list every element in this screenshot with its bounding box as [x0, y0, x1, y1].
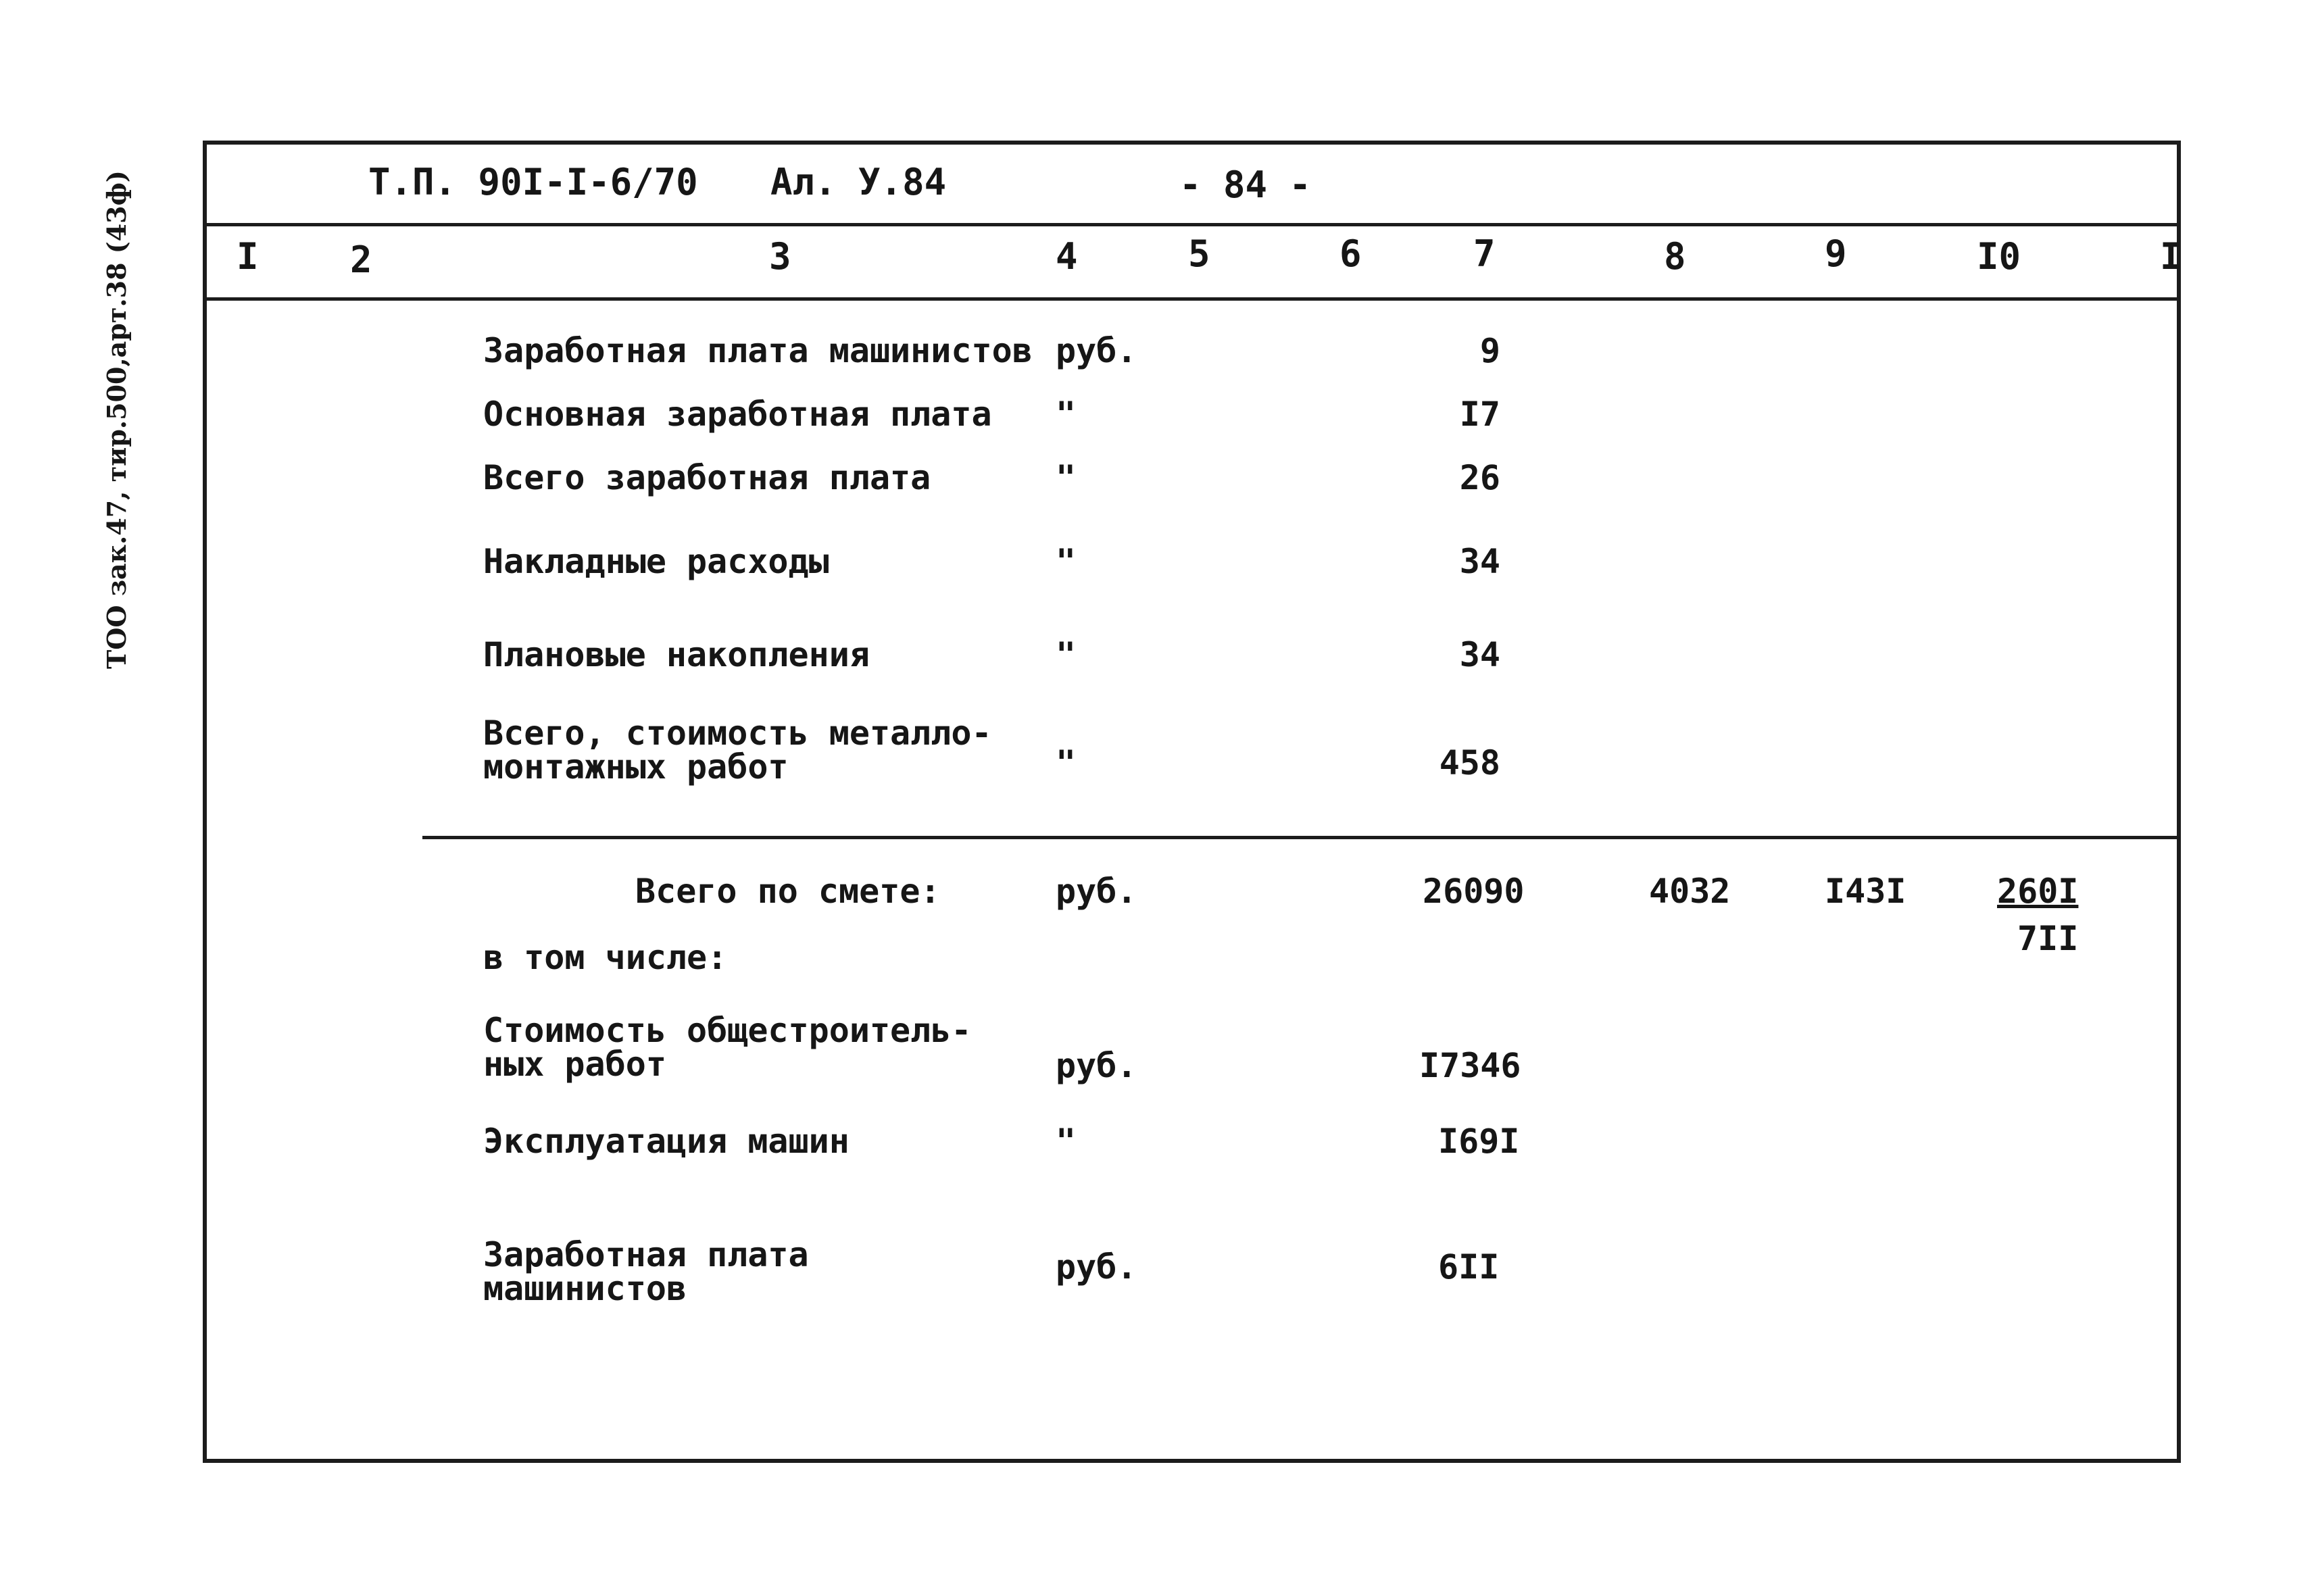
row-value: 9 [1479, 331, 1500, 370]
margin-note: ТОО зак.47, тир.500,арт.38 (43ф) [101, 170, 132, 669]
total-col10-numerator: 260I [1997, 872, 2079, 911]
column-number: 3 [769, 235, 791, 278]
section-divider [422, 836, 2181, 839]
column-number: 9 [1825, 232, 1847, 275]
total-label: Всего по смете: [635, 872, 941, 911]
row-value: I7346 [1419, 1046, 1521, 1085]
row-value: 34 [1459, 635, 1500, 674]
row-value: 26 [1459, 458, 1500, 497]
project-code: Т.П. 90I-I-6/70 [368, 161, 698, 203]
total-col9: I43I [1825, 872, 1906, 911]
total-col7: 26090 [1423, 872, 1525, 911]
row-description: Эксплуатация машин [483, 1122, 850, 1161]
column-number: 8 [1664, 235, 1686, 278]
row-unit: " [1056, 395, 1077, 434]
row-unit: " [1056, 542, 1077, 581]
page-number: - 84 - [1179, 164, 1312, 206]
row-value: 6II [1438, 1247, 1500, 1287]
column-number: 7 [1473, 232, 1496, 275]
column-number: I0 [1977, 235, 2021, 278]
row-value: I69I [1438, 1122, 1520, 1161]
column-number: 4 [1056, 235, 1078, 278]
column-numbers-divider [203, 297, 2181, 301]
including-label: в том числе: [483, 938, 728, 977]
total-col10-denominator: 7II [2017, 919, 2079, 958]
row-description: Накладные расходы [483, 542, 829, 581]
row-description: Плановые накопления [483, 635, 870, 674]
column-number: 5 [1188, 232, 1210, 275]
row-unit: руб. [1056, 1046, 1137, 1085]
row-unit: руб. [1056, 331, 1137, 370]
row-description: Всего заработная плата [483, 458, 931, 497]
row-unit: " [1056, 743, 1077, 782]
total-unit: руб. [1056, 872, 1137, 911]
row-value: 458 [1439, 743, 1500, 782]
total-col8: 4032 [1649, 872, 1731, 911]
row-description: Заработная плата машинистов [483, 1235, 809, 1308]
row-unit: руб. [1056, 1247, 1137, 1287]
row-description: Стоимость общестроитель- ных работ [483, 1011, 972, 1084]
row-value: I7 [1459, 395, 1500, 434]
row-description: Заработная плата машинистов [483, 331, 1033, 370]
row-unit: " [1056, 1122, 1077, 1161]
column-number: 2 [350, 239, 372, 281]
row-description: Всего, стоимость металло- монтажных работ [483, 714, 992, 787]
column-number: 6 [1339, 232, 1362, 275]
column-number: I [237, 235, 259, 278]
row-unit: " [1056, 458, 1077, 497]
album-number: Ал. У.84 [770, 161, 947, 203]
row-value: 34 [1459, 542, 1500, 581]
header-divider [203, 223, 2181, 226]
column-number: I [2160, 235, 2182, 278]
row-description: Основная заработная плата [483, 395, 992, 434]
row-unit: " [1056, 635, 1077, 674]
